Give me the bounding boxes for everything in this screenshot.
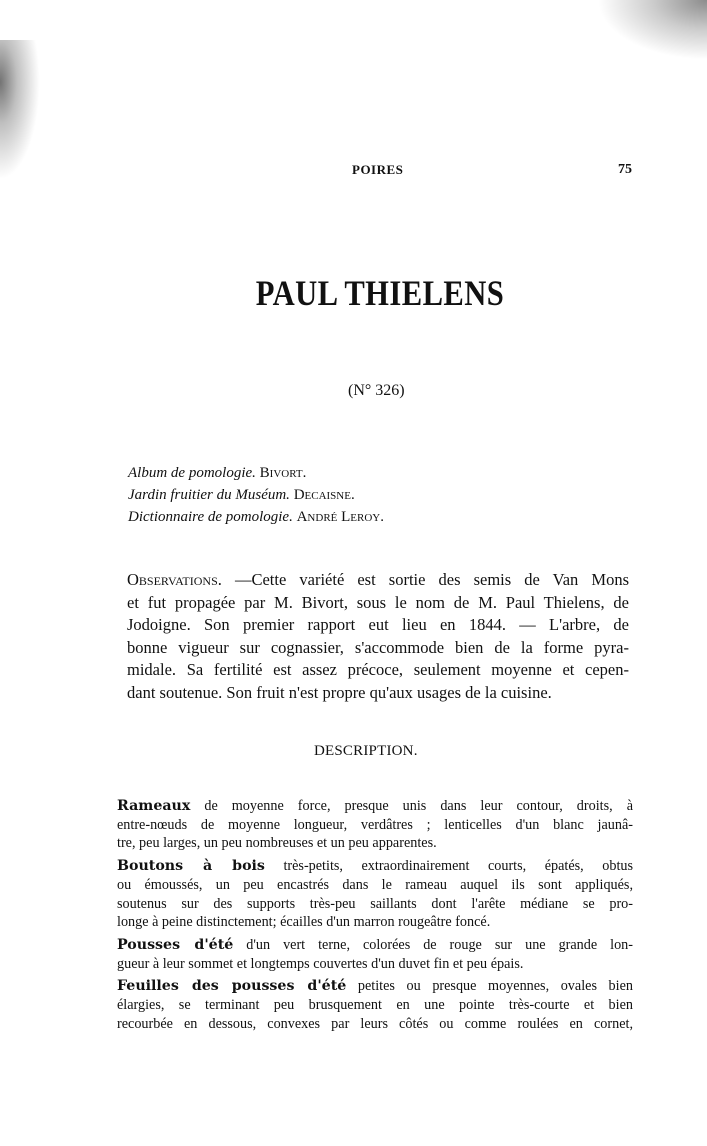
text-line: longe à peine distinctement; écailles d'un marron rougeâtre foncé.	[117, 914, 491, 931]
description-heading: DESCRIPTION.	[314, 743, 418, 759]
description-section	[117, 797, 633, 1033]
text-line	[117, 797, 633, 816]
variety-number: (N° 326)	[348, 382, 405, 399]
description-term: Rameaux	[117, 798, 191, 814]
reference-work: Jardin fruitier du Muséum.	[128, 487, 290, 503]
text-line: Jodoigne. Son premier rapport eut lieu en 1844. — L'arbre, de	[127, 615, 629, 635]
text-span: d'un vert terne, colorées de rouge sur une grande lon-	[233, 936, 633, 953]
text-line: entre-nœuds de moyenne longueur, verdâtres ; lenticelles d'un blanc jaunâ-	[117, 816, 633, 833]
scan-smudge-right	[597, 0, 707, 60]
text-line	[117, 936, 633, 955]
page-title: PAUL THIELENS	[255, 273, 505, 313]
reference-line	[128, 484, 384, 506]
scan-smudge-left	[0, 40, 40, 180]
reference-author: Decaisne.	[293, 487, 355, 503]
observations-lead: Observations.	[127, 570, 222, 589]
text-line: midale. Sa fertilité est assez précoce, seulement moyenne et cepen-	[127, 660, 629, 680]
text-line: soutenus sur des supports très-peu saillants dont l'arête médiane se pro-	[117, 895, 633, 912]
reference-work: Album de pomologie.	[128, 465, 256, 481]
running-head: POIRES	[352, 162, 404, 177]
text-line: et fut propagée par M. Bivort, sous le nom de M. Paul Thielens, de	[127, 592, 629, 612]
text-line	[117, 857, 633, 876]
text-line: recourbée en dessous, convexes par leurs côtés ou comme roulées en cornet,	[117, 1015, 633, 1032]
text-line	[117, 977, 633, 996]
text-span: petites ou presque moyennes, ovales bien	[346, 978, 633, 995]
description-term: Boutons à bois	[117, 858, 265, 875]
text-span: de moyenne force, presque unis dans leur contour, droits, à	[190, 798, 633, 814]
text-line: bonne vigueur sur cognassier, s'accommode bien de la forme pyra-	[127, 637, 629, 657]
references	[128, 462, 384, 528]
text-line: dant soutenue. Son fruit n'est propre qu'aux usages de la cuisine.	[127, 682, 552, 702]
text-line: ou émoussés, un peu encastrés dans le rameau auquel ils sont appliqués,	[117, 876, 633, 893]
reference-author: André Leroy.	[296, 509, 384, 525]
text-line: tre, peu larges, un peu nombreuses et un peu apparentes.	[117, 835, 437, 852]
description-term: Feuilles des pousses d'été	[117, 978, 347, 995]
text-line: gueur à leur sommet et longtemps couvertes d'un duvet fin et peu épais.	[117, 955, 524, 972]
page-number: 75	[618, 162, 632, 177]
reference-line	[128, 506, 384, 528]
reference-work: Dictionnaire de pomologie.	[128, 509, 293, 525]
reference-line	[128, 462, 384, 484]
text-span: très-petits, extraordinairement courts, épatés, obtus	[264, 858, 634, 875]
observations-paragraph	[127, 569, 629, 705]
description-term: Pousses d'été	[117, 936, 234, 953]
text-line	[127, 569, 629, 592]
text-span: —Cette variété est sortie des semis de Van Mons	[221, 570, 629, 589]
text-line: élargies, se terminant peu brusquement en une pointe très-courte et bien	[117, 997, 633, 1014]
reference-author: Bivort.	[259, 465, 307, 481]
